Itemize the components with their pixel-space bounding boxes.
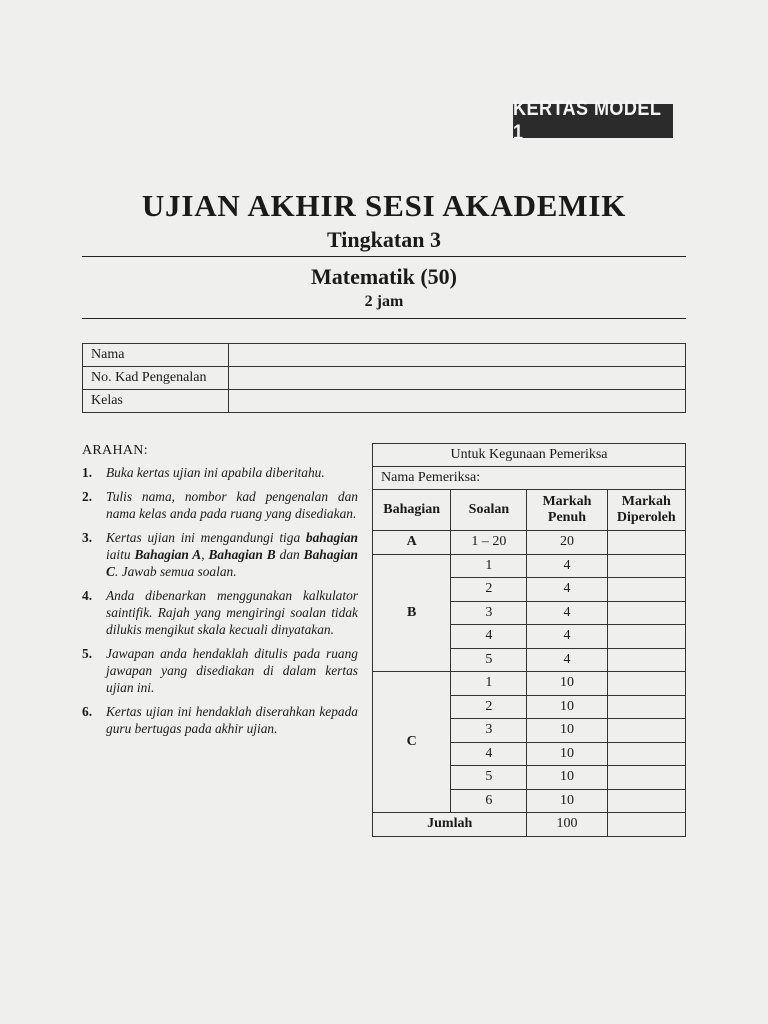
- obtained-marks-cell[interactable]: [607, 601, 685, 625]
- question-cell: 6: [451, 789, 527, 813]
- examiner-marks-table: [372, 443, 686, 837]
- question-cell: 2: [451, 578, 527, 602]
- instruction-text: Buka kertas ujian ini apabila diberitahu.: [106, 465, 325, 480]
- column-header-row: [373, 490, 686, 531]
- full-marks-cell: 10: [527, 695, 607, 719]
- question-cell: 4: [451, 625, 527, 649]
- instruction-number: 4.: [82, 588, 93, 603]
- marks-row: [373, 531, 686, 555]
- full-marks-cell: 10: [527, 789, 607, 813]
- instruction-number: 3.: [82, 530, 93, 545]
- obtained-marks-cell[interactable]: [607, 625, 685, 649]
- info-label: Kelas: [83, 390, 229, 413]
- info-label: No. Kad Pengenalan: [83, 367, 229, 390]
- full-marks-cell: 10: [527, 742, 607, 766]
- divider-bottom: [82, 318, 686, 319]
- total-label: Jumlah: [373, 813, 527, 837]
- question-cell: 2: [451, 695, 527, 719]
- info-label: Nama: [83, 344, 229, 367]
- obtained-marks-cell[interactable]: [607, 531, 685, 555]
- instruction-item: [82, 464, 358, 481]
- info-row-name: [83, 344, 686, 367]
- obtained-marks-cell[interactable]: [607, 672, 685, 696]
- column-header: Markah Diperoleh: [607, 490, 685, 531]
- section-cell: C: [373, 672, 451, 813]
- obtained-marks-cell[interactable]: [607, 578, 685, 602]
- marks-row: [373, 672, 686, 696]
- question-cell: 3: [451, 719, 527, 743]
- question-cell: 1 – 20: [451, 531, 527, 555]
- total-full-marks: 100: [527, 813, 607, 837]
- question-cell: 3: [451, 601, 527, 625]
- name-field[interactable]: [229, 344, 686, 367]
- obtained-marks-cell[interactable]: [607, 742, 685, 766]
- instruction-item: [82, 587, 358, 638]
- examiner-name-field[interactable]: Nama Pemeriksa:: [373, 467, 686, 490]
- class-field[interactable]: [229, 390, 686, 413]
- total-row: [373, 813, 686, 837]
- section-cell: B: [373, 554, 451, 672]
- obtained-marks-cell[interactable]: [607, 766, 685, 790]
- question-cell: 1: [451, 672, 527, 696]
- full-marks-cell: 10: [527, 719, 607, 743]
- divider-top: [82, 256, 686, 257]
- instructions-heading: ARAHAN:: [82, 443, 148, 458]
- subject-title: Matematik (50): [310, 264, 457, 289]
- ic-number-field[interactable]: [229, 367, 686, 390]
- marks-row: [373, 554, 686, 578]
- exam-duration: 2 jam: [364, 293, 404, 310]
- obtained-marks-cell[interactable]: [607, 695, 685, 719]
- full-marks-cell: 4: [527, 601, 607, 625]
- candidate-info-table: [82, 343, 686, 413]
- instruction-text: Jawapan anda hendaklah ditulis pada ruang jawapan yang disediakan di dalam kertas ujian ini.: [106, 646, 358, 695]
- instruction-text: Kertas ujian ini hendaklah diserahkan kepada guru bertugas pada akhir ujian.: [106, 704, 358, 736]
- instruction-number: 2.: [82, 489, 93, 504]
- instruction-item: [82, 703, 358, 737]
- full-marks-cell: 4: [527, 648, 607, 672]
- model-paper-badge: KERTAS MODEL 1: [513, 104, 673, 138]
- section-cell: A: [373, 531, 451, 555]
- instruction-text: Tulis nama, nombor kad pengenalan dan nama kelas anda pada ruang yang disediakan.: [106, 489, 358, 521]
- grade-level: Tingkatan 3: [327, 227, 441, 252]
- instruction-number: 6.: [82, 704, 93, 719]
- column-header: Bahagian: [373, 490, 451, 531]
- instructions-list: [82, 464, 358, 737]
- full-marks-cell: 4: [527, 554, 607, 578]
- instruction-text: Kertas ujian ini mengandungi tiga bahagian iaitu Bahagian A, Bahagian B dan Bahagian C. Jawab semua soalan.: [106, 530, 358, 579]
- total-obtained-cell[interactable]: [607, 813, 685, 837]
- instructions-section: [82, 442, 358, 744]
- instruction-item: [82, 488, 358, 522]
- obtained-marks-cell[interactable]: [607, 789, 685, 813]
- full-marks-cell: 10: [527, 766, 607, 790]
- obtained-marks-cell[interactable]: [607, 554, 685, 578]
- instruction-number: 5.: [82, 646, 93, 661]
- examiner-use-heading: Untuk Kegunaan Pemeriksa: [373, 444, 686, 467]
- question-cell: 5: [451, 766, 527, 790]
- full-marks-cell: 10: [527, 672, 607, 696]
- full-marks-cell: 20: [527, 531, 607, 555]
- instruction-item: [82, 529, 358, 580]
- full-marks-cell: 4: [527, 625, 607, 649]
- obtained-marks-cell[interactable]: [607, 648, 685, 672]
- exam-title: UJIAN AKHIR SESI AKADEMIK: [141, 188, 627, 223]
- instruction-number: 1.: [82, 465, 93, 480]
- question-cell: 4: [451, 742, 527, 766]
- instruction-text: Anda dibenarkan menggunakan kalkulator saintifik. Rajah yang mengiringi soalan tidak dilukis mengikut skala kecuali dinyatakan.: [106, 588, 358, 637]
- column-header: Soalan: [451, 490, 527, 531]
- question-cell: 5: [451, 648, 527, 672]
- info-row-ic: [83, 367, 686, 390]
- question-cell: 1: [451, 554, 527, 578]
- instruction-item: [82, 645, 358, 696]
- full-marks-cell: 4: [527, 578, 607, 602]
- column-header: Markah Penuh: [527, 490, 607, 531]
- obtained-marks-cell[interactable]: [607, 719, 685, 743]
- info-row-class: [83, 390, 686, 413]
